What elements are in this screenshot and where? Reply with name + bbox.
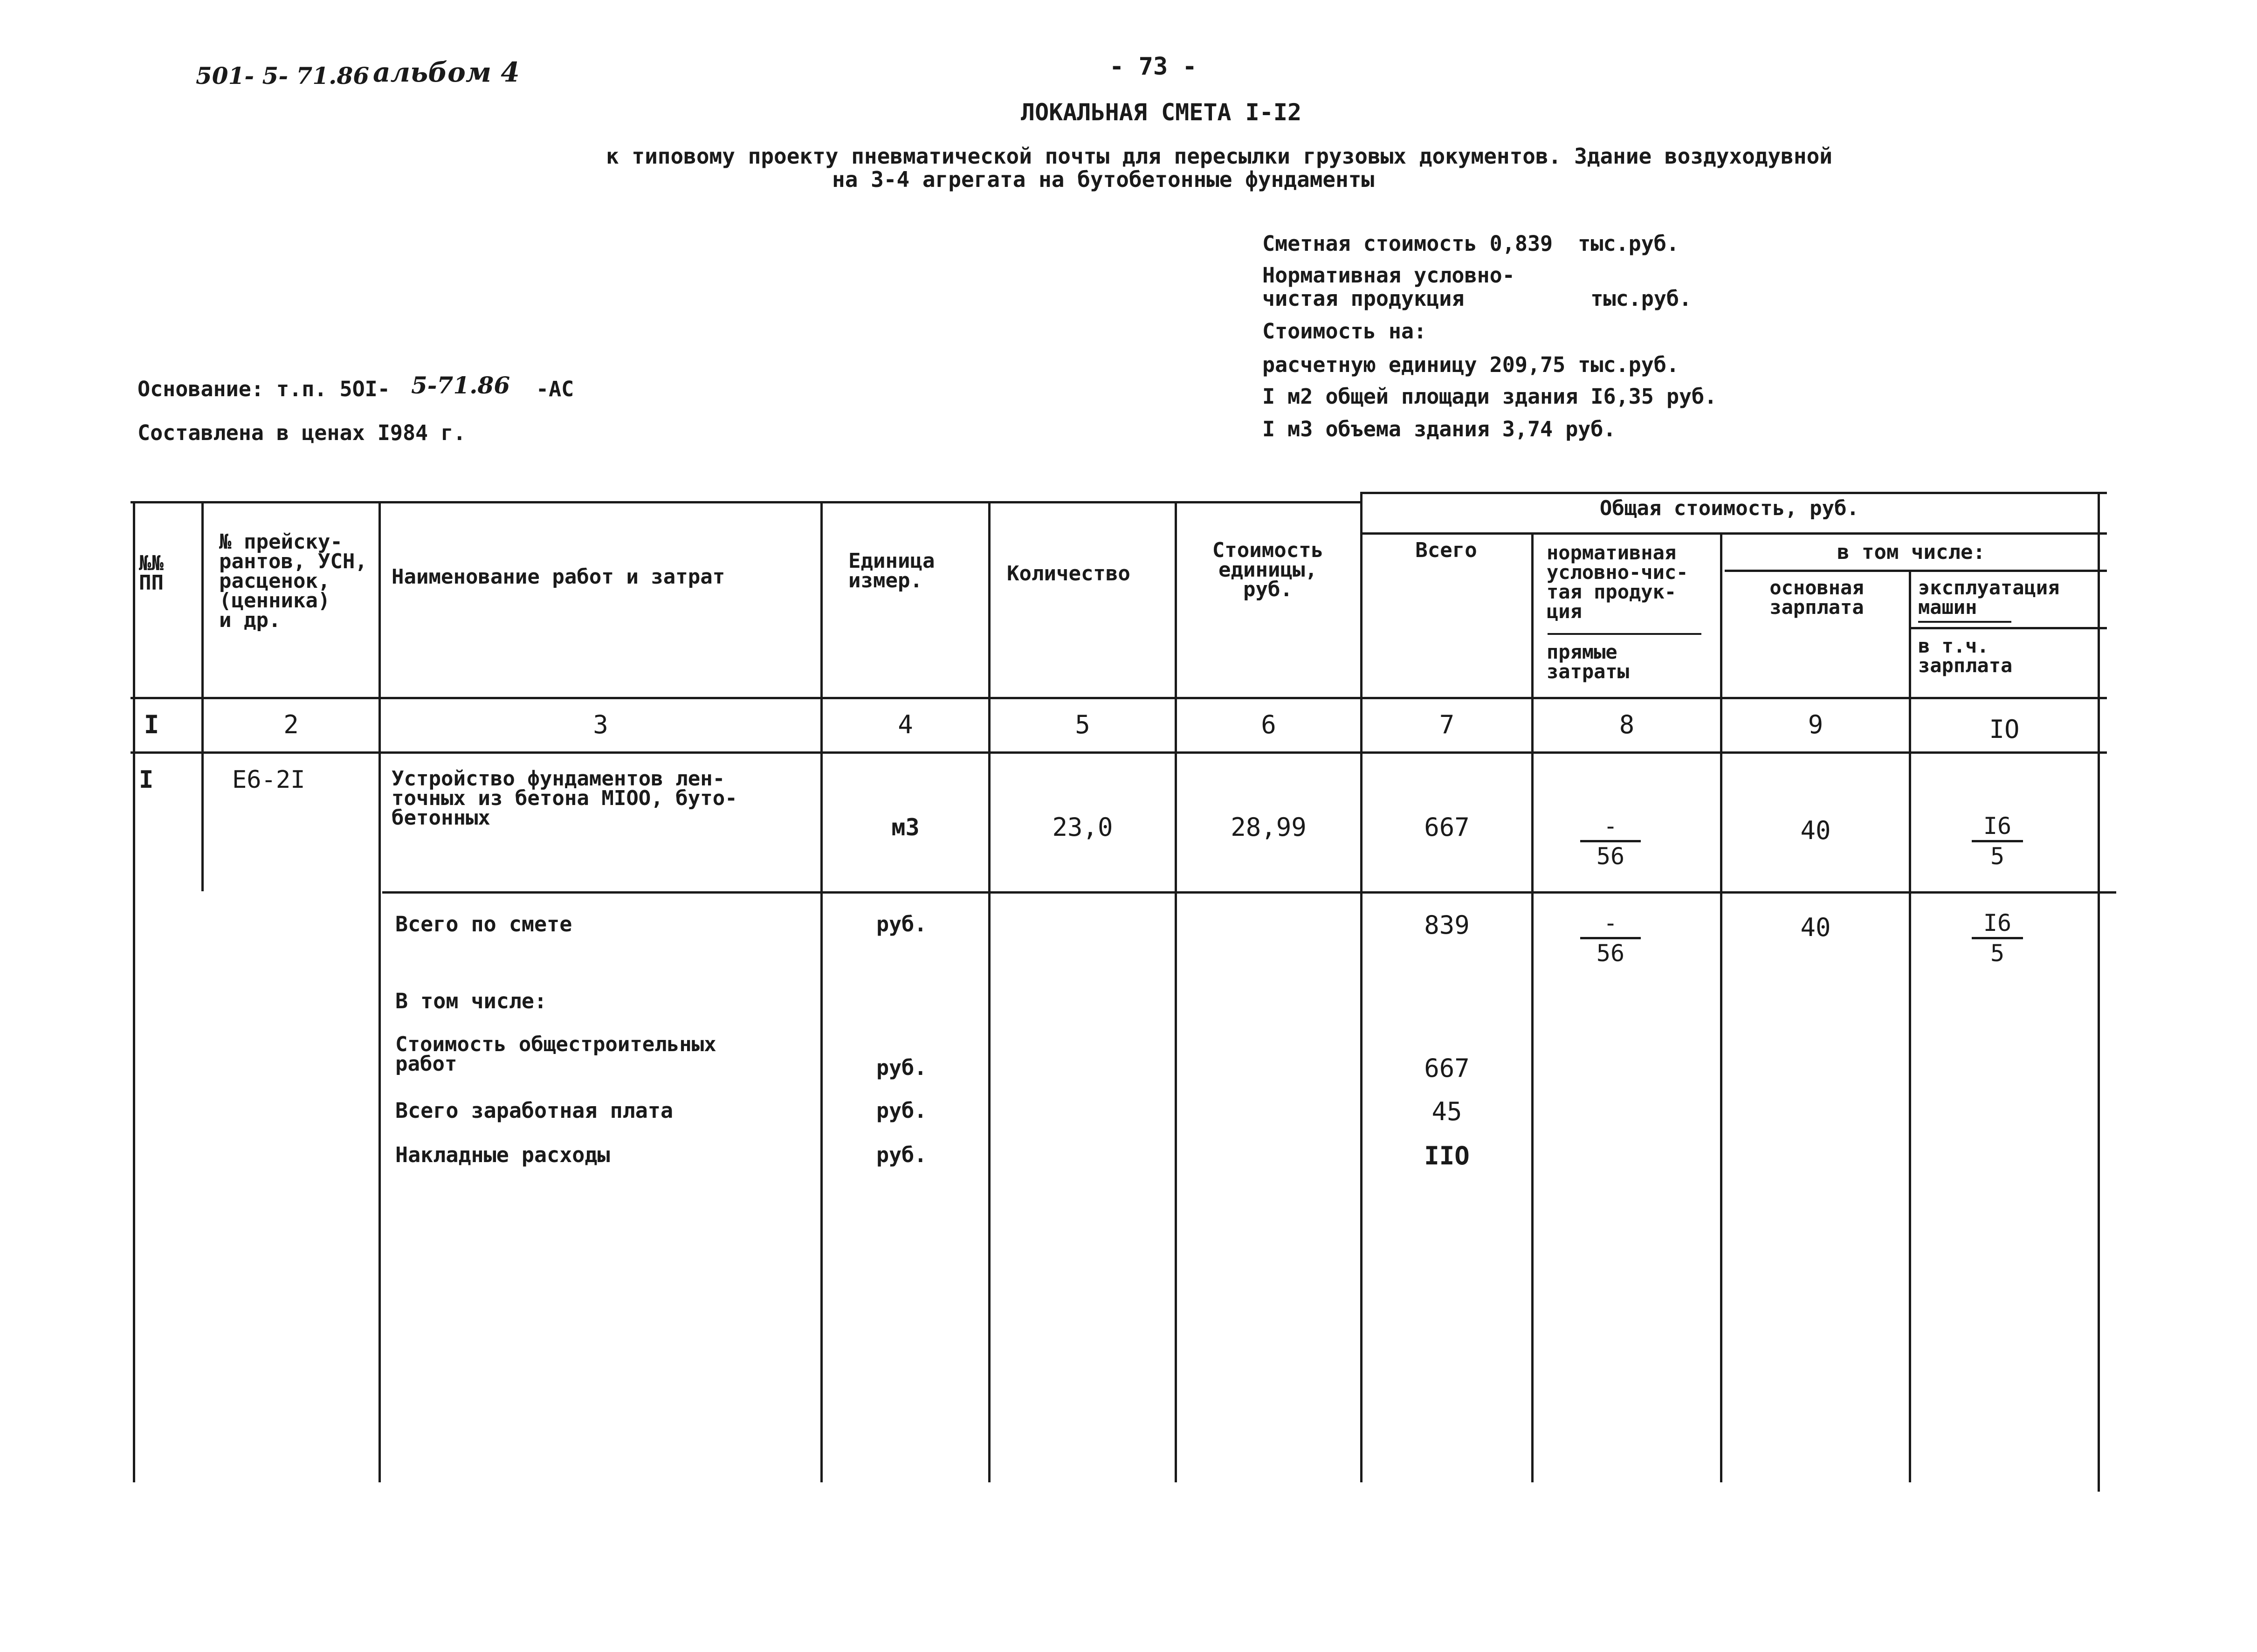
col10-inner-underline — [1918, 621, 2011, 623]
breakdown-overhead-value: IIO — [1424, 1141, 1470, 1170]
colnum-3: 3 — [593, 710, 608, 739]
row1-norm-fraction — [1580, 812, 1641, 870]
colnum-1: I — [144, 710, 159, 739]
row1-salary: 40 — [1800, 816, 1831, 845]
col9-right — [1909, 570, 1911, 1482]
header-col8-top: нормативная условно-чис- тая продук- ция — [1547, 541, 1688, 623]
colnum-2: 2 — [283, 710, 299, 739]
header-col10-top: эксплуатация машин — [1918, 576, 2060, 619]
breakdown-overhead-unit: руб. — [876, 1143, 927, 1167]
row1-bottom-border — [382, 891, 2116, 894]
normative-product-line1: Нормативная условно- — [1262, 263, 1515, 288]
table-left-border — [133, 501, 135, 1482]
basis-suffix: -АС — [536, 377, 574, 401]
cost-per-m3: I м3 объема здания 3,74 руб. — [1262, 417, 1616, 441]
totals-label: Всего по смете — [395, 912, 572, 936]
table-top-border — [1361, 492, 2107, 494]
row1-qty: 23,0 — [1052, 812, 1113, 842]
colnum-bottom-border — [131, 751, 2107, 754]
header-col7: Всего — [1415, 538, 1477, 562]
row1-number: I — [139, 766, 154, 794]
breakdown-overhead-label: Накладные расходы — [395, 1143, 610, 1167]
colnum-4: 4 — [898, 710, 913, 739]
col8-right — [1720, 532, 1722, 1482]
totals-mach-fraction — [1972, 909, 2023, 967]
basis-handwritten: 5-71.86 — [411, 372, 510, 399]
header-bottom-border — [131, 697, 2107, 699]
document-subtitle-line1: к типовому проекту пневматической почты для пересылки грузовых документов. Здание воздуходувной — [606, 144, 1832, 169]
header-col9: основная зарплата — [1769, 576, 1864, 619]
breakdown-general-unit: руб. — [876, 1055, 927, 1080]
header-col6: Стоимость единицы, руб. — [1212, 538, 1324, 601]
colnum-6: 6 — [1261, 710, 1276, 739]
totals-total: 839 — [1424, 910, 1470, 940]
row1-norm-den: 56 — [1596, 843, 1625, 870]
col10-divider — [1911, 627, 2107, 629]
header-col10-bottom: в т.ч. зарплата — [1918, 634, 2013, 677]
header-col3: Наименование работ и затрат — [392, 565, 725, 589]
totals-norm-num: - — [1580, 909, 1641, 939]
row1-total: 667 — [1424, 812, 1470, 842]
breakdown-wage-label: Всего заработная плата — [395, 1098, 674, 1123]
header-col2: № прейску- рантов, УСН, расценок, (ценника) и др. — [219, 530, 367, 632]
breakdown-wage-unit: руб. — [876, 1098, 927, 1123]
col5-right — [1175, 501, 1177, 1482]
colnum-8: 8 — [1619, 710, 1635, 739]
document-title: ЛОКАЛЬНАЯ СМЕТА I-I2 — [1021, 99, 1302, 126]
row1-unit-cost: 28,99 — [1231, 812, 1307, 842]
totals-norm-fraction — [1580, 909, 1641, 967]
cost-per-m2: I м2 общей площади здания I6,35 руб. — [1262, 384, 1717, 409]
row1-unit: м3 — [891, 814, 920, 841]
handwritten-project-ref: 501- 5- 71.86 — [196, 62, 370, 89]
cost-per-unit: расчетную единицу 209,75 тыс.руб. — [1262, 352, 1679, 377]
col7-right — [1531, 532, 1534, 1482]
colnum-10: IO — [1989, 715, 2020, 744]
header-col1: №№ ПП — [139, 551, 164, 595]
price-year: Составлена в ценах I984 г. — [138, 420, 466, 445]
totals-mach-den: 5 — [1990, 940, 2005, 967]
row1-name: Устройство фундаментов лен- точных из бетона МIОО, буто- бетонных — [392, 767, 737, 830]
cost-per-label: Стоимость на: — [1262, 319, 1427, 344]
header-col8-bottom: прямые затраты — [1547, 640, 1630, 683]
estimated-cost: Сметная стоимость 0,839 тыс.руб. — [1262, 231, 1679, 256]
row1-code: Е6-2I — [232, 766, 305, 794]
colnum-7: 7 — [1439, 710, 1455, 739]
header-col5: Количество — [1007, 562, 1130, 585]
row1-mach-num: I6 — [1972, 812, 2023, 842]
document-subtitle-line2: на 3-4 агрегата на бутобетонные фундаменты — [832, 167, 1375, 192]
totals-norm-den: 56 — [1596, 940, 1625, 967]
colnum-9: 9 — [1808, 710, 1823, 739]
breakdown-wage-value: 45 — [1431, 1097, 1462, 1126]
row1-mach-fraction — [1972, 812, 2023, 870]
col1-right — [201, 501, 204, 891]
col4-right — [988, 501, 991, 1482]
row1-norm-num: - — [1580, 812, 1641, 842]
page-number: - 73 - — [1109, 53, 1197, 81]
handwritten-album: альбом 4 — [373, 56, 520, 88]
header-col4: Единица измер. — [848, 549, 935, 592]
breakdown-general-label: Стоимость общестроительных работ — [395, 1032, 716, 1076]
total-cost-divider — [1361, 532, 2107, 535]
col2-right — [378, 501, 381, 1482]
totals-unit: руб. — [876, 912, 927, 936]
col3-right — [820, 501, 823, 1482]
col8-inner-divider — [1548, 633, 1701, 635]
basis-prefix: Основание: т.п. 5OI- — [138, 377, 390, 401]
table-right-border — [2098, 492, 2100, 1492]
totals-mach-num: I6 — [1972, 909, 2023, 939]
header-incl: в том числе: — [1837, 540, 1985, 564]
col6-right — [1360, 492, 1362, 1482]
colnum-5: 5 — [1075, 710, 1090, 739]
breakdown-label: В том числе: — [395, 989, 547, 1013]
incl-divider — [1725, 570, 2107, 572]
totals-salary: 40 — [1800, 913, 1831, 942]
breakdown-general-value: 667 — [1424, 1053, 1470, 1083]
row1-mach-den: 5 — [1990, 843, 2005, 870]
normative-product-line2: чистая продукция тыс.руб. — [1262, 286, 1692, 311]
header-total-cost: Общая стоимость, руб. — [1599, 496, 1859, 520]
